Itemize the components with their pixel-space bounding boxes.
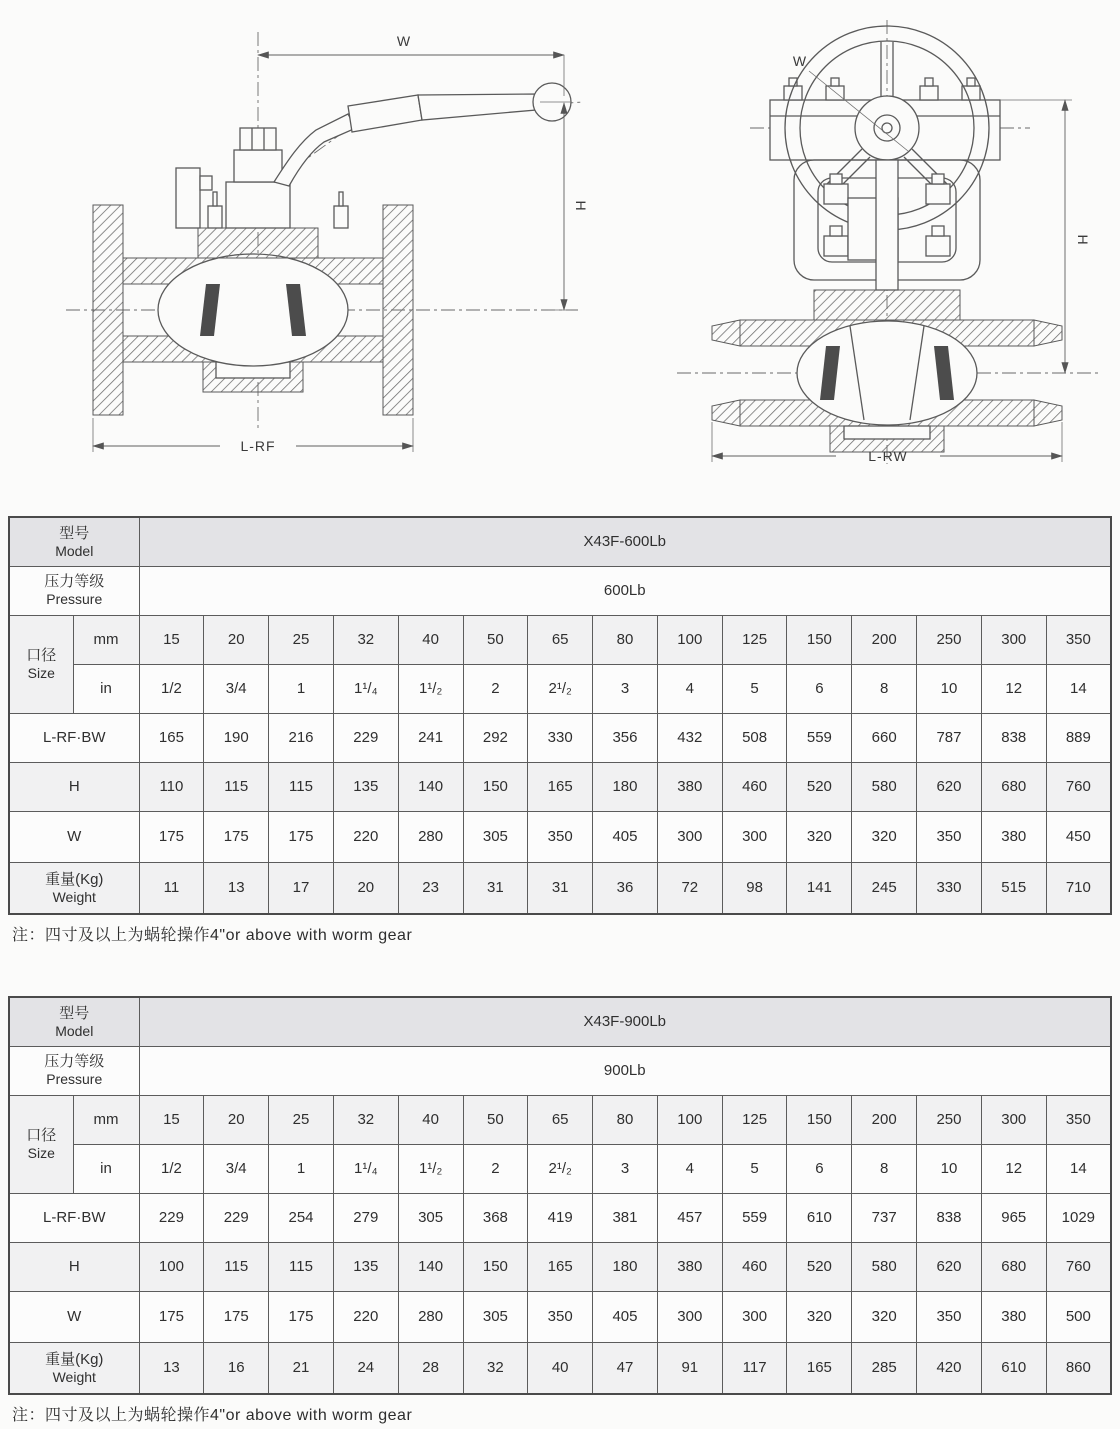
spec-value-cell: 175 (139, 811, 204, 862)
spec-value-cell: 40 (528, 1342, 593, 1394)
spec-value-cell: 254 (269, 1193, 334, 1242)
spec-value-cell: 305 (398, 1193, 463, 1242)
spec-value-cell: 965 (981, 1193, 1046, 1242)
spec-value-cell: 8 (852, 664, 917, 713)
spec-value-cell: 115 (204, 762, 269, 811)
spec-value-cell: 300 (722, 811, 787, 862)
spec-value-cell: 47 (593, 1342, 658, 1394)
spec-value-cell: 241 (398, 713, 463, 762)
spec-value-cell: 13 (139, 1342, 204, 1394)
spec-value-cell: 1029 (1046, 1193, 1111, 1242)
weld-end (1034, 320, 1062, 346)
spec-value-cell: 3 (593, 1144, 658, 1193)
pressure-header-cell: 压力等级 Pressure (9, 1046, 139, 1095)
height-row-label: H (9, 762, 139, 811)
spec-value-cell: 50 (463, 615, 528, 664)
spec-value-cell: 220 (333, 1291, 398, 1342)
spec-value-cell: 838 (917, 1193, 982, 1242)
pressure-value-cell: 900Lb (139, 1046, 1111, 1095)
spec-value-cell: 250 (917, 1095, 982, 1144)
spec-value-cell: 1/2 (139, 664, 204, 713)
spec-value-cell: 1¹/₄ (333, 664, 398, 713)
spec-value-cell: 4 (657, 664, 722, 713)
stem-nut (240, 128, 276, 150)
lever-ball-valve-drawing (48, 10, 596, 490)
spec-value-cell: 10 (917, 664, 982, 713)
spec-value-cell: 559 (722, 1193, 787, 1242)
spec-value-cell: 12 (981, 1144, 1046, 1193)
spec-value-cell: 580 (852, 1242, 917, 1291)
spec-table-600lb (8, 516, 1112, 915)
length-row-label: L-RF·BW (9, 1193, 139, 1242)
spec-value-cell: 1¹/₂ (398, 664, 463, 713)
spec-value-cell: 16 (204, 1342, 269, 1394)
spec-value-cell: 6 (787, 1144, 852, 1193)
spec-value-cell: 115 (269, 762, 334, 811)
mounting-pad (198, 228, 318, 258)
model-header-cell: 型号 Model (9, 517, 139, 566)
spec-value-cell: 32 (463, 1342, 528, 1394)
spec-value-cell: 280 (398, 811, 463, 862)
spec-value-cell: 125 (722, 615, 787, 664)
spec-value-cell: 98 (722, 862, 787, 914)
dim-label-w: W (396, 33, 412, 49)
lever-handle-arm (274, 114, 356, 186)
size-header-cell: 口径 Size (9, 615, 73, 713)
spec-value-cell: 320 (787, 811, 852, 862)
spec-value-cell: 21 (269, 1342, 334, 1394)
spec-value-cell: 508 (722, 713, 787, 762)
spec-value-cell: 305 (463, 811, 528, 862)
weld-end (712, 320, 740, 346)
spec-value-cell: 40 (398, 615, 463, 664)
ball (158, 254, 348, 366)
spec-value-cell: 11 (139, 862, 204, 914)
spec-value-cell: 28 (398, 1342, 463, 1394)
spec-value-cell: 150 (463, 1242, 528, 1291)
spec-value-cell: 25 (269, 1095, 334, 1144)
spec-value-cell: 580 (852, 762, 917, 811)
weight-row-label: 重量(Kg) Weight (9, 1342, 139, 1394)
spec-value-cell: 165 (787, 1342, 852, 1394)
spec-value-cell: 450 (1046, 811, 1111, 862)
spec-value-cell: 787 (917, 713, 982, 762)
spec-value-cell: 419 (528, 1193, 593, 1242)
spec-value-cell: 380 (657, 762, 722, 811)
spec-value-cell: 457 (657, 1193, 722, 1242)
spec-value-cell: 889 (1046, 713, 1111, 762)
spec-value-cell: 72 (657, 862, 722, 914)
spec-value-cell: 330 (917, 862, 982, 914)
spec-value-cell: 91 (657, 1342, 722, 1394)
spec-value-cell: 3 (593, 664, 658, 713)
spec-value-cell: 24 (333, 1342, 398, 1394)
spec-value-cell: 140 (398, 762, 463, 811)
spec-value-cell: 14 (1046, 1144, 1111, 1193)
in-unit-cell: in (73, 1144, 139, 1193)
spec-value-cell: 165 (528, 762, 593, 811)
spec-value-cell: 350 (1046, 615, 1111, 664)
spec-value-cell: 135 (333, 1242, 398, 1291)
spec-value-cell: 350 (917, 811, 982, 862)
spec-value-cell: 1 (269, 664, 334, 713)
spec-value-cell: 1¹/₄ (333, 1144, 398, 1193)
spec-value-cell: 32 (333, 615, 398, 664)
spec-value-cell: 175 (204, 811, 269, 862)
spec-value-cell: 141 (787, 862, 852, 914)
spec-value-cell: 20 (204, 615, 269, 664)
spec-value-cell: 460 (722, 1242, 787, 1291)
spec-value-cell: 710 (1046, 862, 1111, 914)
spec-value-cell: 175 (204, 1291, 269, 1342)
spec-value-cell: 180 (593, 1242, 658, 1291)
spec-value-cell: 285 (852, 1342, 917, 1394)
spec-value-cell: 150 (787, 615, 852, 664)
weld-end (712, 400, 740, 426)
spec-value-cell: 140 (398, 1242, 463, 1291)
spec-value-cell: 320 (852, 811, 917, 862)
spec-value-cell: 405 (593, 811, 658, 862)
spec-value-cell: 350 (528, 1291, 593, 1342)
spec-value-cell: 117 (722, 1342, 787, 1394)
spec-value-cell: 229 (204, 1193, 269, 1242)
top-flange (814, 290, 960, 320)
spec-value-cell: 432 (657, 713, 722, 762)
spec-value-cell: 2¹/₂ (528, 1144, 593, 1193)
dim-label-w: W (792, 53, 808, 69)
spec-value-cell: 110 (139, 762, 204, 811)
spec-value-cell: 80 (593, 615, 658, 664)
spec-value-cell: 150 (787, 1095, 852, 1144)
spec-value-cell: 20 (333, 862, 398, 914)
spec-value-cell: 300 (722, 1291, 787, 1342)
spec-value-cell: 15 (139, 1095, 204, 1144)
spec-value-cell: 520 (787, 1242, 852, 1291)
spec-value-cell: 420 (917, 1342, 982, 1394)
table-note-600lb: 注：四寸及以上为蜗轮操作4"or above with worm gear (12, 927, 413, 944)
right-flange (383, 205, 413, 415)
spec-value-cell: 12 (981, 664, 1046, 713)
spec-value-cell: 50 (463, 1095, 528, 1144)
mm-unit-cell: mm (73, 1095, 139, 1144)
spec-value-cell: 368 (463, 1193, 528, 1242)
model-value-cell: X43F-600Lb (139, 517, 1111, 566)
model-value-cell: X43F-900Lb (139, 997, 1111, 1046)
spec-value-cell: 760 (1046, 1242, 1111, 1291)
spec-value-cell: 1 (269, 1144, 334, 1193)
spec-value-cell: 838 (981, 713, 1046, 762)
spec-value-cell: 300 (657, 1291, 722, 1342)
spec-value-cell: 515 (981, 862, 1046, 914)
spec-value-cell: 31 (528, 862, 593, 914)
spec-value-cell: 760 (1046, 762, 1111, 811)
spec-value-cell: 40 (398, 1095, 463, 1144)
spec-value-cell: 165 (528, 1242, 593, 1291)
dim-label-h: H (573, 200, 589, 212)
left-flange (93, 205, 123, 415)
spec-value-cell: 520 (787, 762, 852, 811)
spec-value-cell: 15 (139, 615, 204, 664)
width-row-label: W (9, 1291, 139, 1342)
spec-value-cell: 25 (269, 615, 334, 664)
spec-value-cell: 500 (1046, 1291, 1111, 1342)
spec-value-cell: 31 (463, 862, 528, 914)
spec-value-cell: 175 (139, 1291, 204, 1342)
spec-value-cell: 14 (1046, 664, 1111, 713)
spec-value-cell: 32 (333, 1095, 398, 1144)
spec-value-cell: 6 (787, 664, 852, 713)
spec-value-cell: 320 (852, 1291, 917, 1342)
spec-value-cell: 17 (269, 862, 334, 914)
bonnet (226, 182, 290, 228)
spec-value-cell: 610 (981, 1342, 1046, 1394)
spec-value-cell: 860 (1046, 1342, 1111, 1394)
spec-value-cell: 175 (269, 811, 334, 862)
spec-value-cell: 65 (528, 1095, 593, 1144)
spec-value-cell: 620 (917, 1242, 982, 1291)
spec-value-cell: 380 (981, 1291, 1046, 1342)
spec-value-cell: 279 (333, 1193, 398, 1242)
spec-value-cell: 292 (463, 713, 528, 762)
gear-ball-valve-drawing (652, 8, 1114, 488)
spec-value-cell: 220 (333, 811, 398, 862)
spec-value-cell: 350 (528, 811, 593, 862)
spec-value-cell: 200 (852, 615, 917, 664)
spec-value-cell: 620 (917, 762, 982, 811)
spec-value-cell: 150 (463, 762, 528, 811)
spec-value-cell: 100 (657, 615, 722, 664)
spec-value-cell: 300 (981, 615, 1046, 664)
spec-value-cell: 350 (1046, 1095, 1111, 1144)
spec-value-cell: 320 (787, 1291, 852, 1342)
dim-label-lrf: L-RF (240, 438, 276, 454)
spec-value-cell: 380 (981, 811, 1046, 862)
spec-value-cell: 5 (722, 664, 787, 713)
length-row-label: L-RF·BW (9, 713, 139, 762)
spec-value-cell: 100 (657, 1095, 722, 1144)
spec-value-cell: 3/4 (204, 1144, 269, 1193)
spec-value-cell: 245 (852, 862, 917, 914)
spec-value-cell: 229 (333, 713, 398, 762)
spec-table-900lb (8, 996, 1112, 1395)
weight-row-label: 重量(Kg) Weight (9, 862, 139, 914)
spec-value-cell: 356 (593, 713, 658, 762)
width-row-label: W (9, 811, 139, 862)
spec-value-cell: 80 (593, 1095, 658, 1144)
stem (876, 160, 898, 290)
spec-value-cell: 305 (463, 1291, 528, 1342)
spec-value-cell: 3/4 (204, 664, 269, 713)
spec-value-cell: 180 (593, 762, 658, 811)
spec-value-cell: 165 (139, 713, 204, 762)
spec-value-cell: 229 (139, 1193, 204, 1242)
spec-value-cell: 115 (204, 1242, 269, 1291)
spec-value-cell: 380 (657, 1242, 722, 1291)
spec-value-cell: 13 (204, 862, 269, 914)
spec-value-cell: 190 (204, 713, 269, 762)
spec-value-cell: 100 (139, 1242, 204, 1291)
spec-value-cell: 1/2 (139, 1144, 204, 1193)
spec-value-cell: 125 (722, 1095, 787, 1144)
spec-value-cell: 280 (398, 1291, 463, 1342)
stop-bracket (176, 168, 200, 228)
model-header-cell: 型号 Model (9, 997, 139, 1046)
pressure-header-cell: 压力等级 Pressure (9, 566, 139, 615)
spec-value-cell: 300 (981, 1095, 1046, 1144)
spec-value-cell: 20 (204, 1095, 269, 1144)
spec-value-cell: 175 (269, 1291, 334, 1342)
spec-value-cell: 4 (657, 1144, 722, 1193)
spec-value-cell: 350 (917, 1291, 982, 1342)
lever-rod (418, 94, 536, 120)
dim-label-h: H (1075, 234, 1091, 246)
spec-value-cell: 115 (269, 1242, 334, 1291)
in-unit-cell: in (73, 664, 139, 713)
height-row-label: H (9, 1242, 139, 1291)
spec-value-cell: 2 (463, 1144, 528, 1193)
table-note-900lb: 注：四寸及以上为蜗轮操作4"or above with worm gear (12, 1407, 413, 1424)
spec-value-cell: 460 (722, 762, 787, 811)
weld-end (1034, 400, 1062, 426)
pressure-value-cell: 600Lb (139, 566, 1111, 615)
spec-value-cell: 250 (917, 615, 982, 664)
spec-value-cell: 1¹/₂ (398, 1144, 463, 1193)
spec-value-cell: 300 (657, 811, 722, 862)
spec-value-cell: 10 (917, 1144, 982, 1193)
size-header-cell: 口径 Size (9, 1095, 73, 1193)
spec-value-cell: 680 (981, 1242, 1046, 1291)
spec-value-cell: 8 (852, 1144, 917, 1193)
dim-label-lrw: L-RW (868, 448, 908, 464)
spec-value-cell: 610 (787, 1193, 852, 1242)
spec-value-cell: 381 (593, 1193, 658, 1242)
spec-value-cell: 660 (852, 713, 917, 762)
lever-socket (348, 95, 422, 132)
spec-value-cell: 65 (528, 615, 593, 664)
spec-value-cell: 737 (852, 1193, 917, 1242)
mm-unit-cell: mm (73, 615, 139, 664)
spec-value-cell: 5 (722, 1144, 787, 1193)
spec-value-cell: 2 (463, 664, 528, 713)
spec-value-cell: 23 (398, 862, 463, 914)
spec-value-cell: 405 (593, 1291, 658, 1342)
spec-value-cell: 135 (333, 762, 398, 811)
spec-value-cell: 200 (852, 1095, 917, 1144)
spec-value-cell: 2¹/₂ (528, 664, 593, 713)
spec-value-cell: 680 (981, 762, 1046, 811)
spec-value-cell: 559 (787, 713, 852, 762)
spec-value-cell: 216 (269, 713, 334, 762)
spec-value-cell: 36 (593, 862, 658, 914)
spec-value-cell: 330 (528, 713, 593, 762)
